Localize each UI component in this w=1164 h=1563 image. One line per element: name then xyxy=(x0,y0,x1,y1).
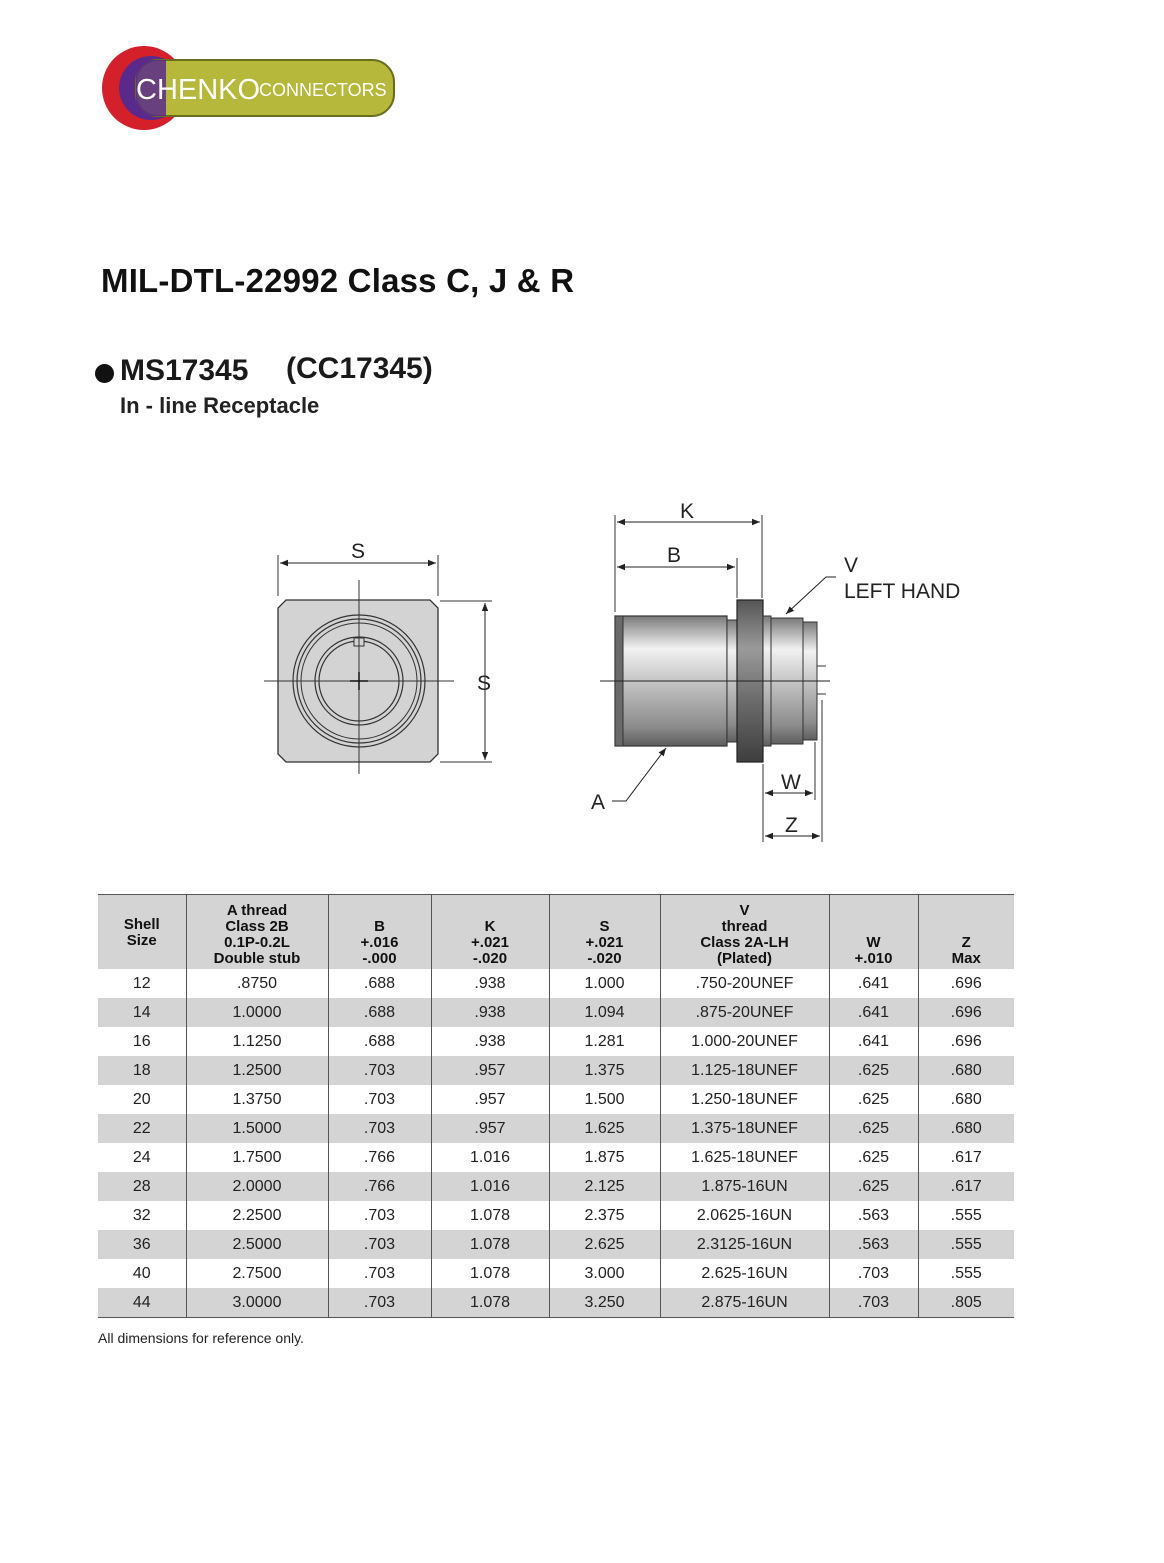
table-row xyxy=(98,1027,1014,1056)
cell-s: 1.375 xyxy=(549,1056,660,1085)
cell-b: .703 xyxy=(328,1259,431,1288)
cell-v-thread: .875-20UNEF xyxy=(660,998,829,1027)
cell-a-thread: 1.7500 xyxy=(186,1143,328,1172)
cell-v-thread: 1.250-18UNEF xyxy=(660,1085,829,1114)
cell-shell-size: 20 xyxy=(132,1090,151,1108)
dim-label-s-side: S xyxy=(477,672,492,695)
cell-k: 1.078 xyxy=(431,1259,549,1288)
side-view xyxy=(591,500,960,842)
cell-s: 2.625 xyxy=(549,1230,660,1259)
cell-w: .703 xyxy=(829,1288,918,1318)
cell-shell-size: 18 xyxy=(98,1056,186,1085)
cell-a-thread: 1.5000 xyxy=(186,1114,328,1143)
cell-a-thread: 3.0000 xyxy=(186,1288,328,1318)
cell-z: .696 xyxy=(918,1027,1014,1056)
cell-k: .957 xyxy=(431,1114,549,1143)
cell-s: 1.500 xyxy=(549,1085,660,1114)
table-row xyxy=(98,1172,1014,1201)
dim-label-v: V xyxy=(844,554,859,577)
table-row xyxy=(98,1230,1014,1259)
cell-s: 2.125 xyxy=(549,1172,660,1201)
cell-w: .625 xyxy=(829,1143,918,1172)
cell-z: .680 xyxy=(918,1114,1014,1143)
cell-a-thread: 1.1250 xyxy=(186,1027,328,1056)
cell-z: .555 xyxy=(918,1230,1014,1259)
logo-suffix-text: CONNECTORS xyxy=(259,80,387,100)
cell-k: 1.016 xyxy=(431,1143,549,1172)
table-row xyxy=(98,1085,1014,1114)
cell-v-thread: 2.875-16UN xyxy=(660,1288,829,1318)
cell-s: 1.281 xyxy=(549,1027,660,1056)
dim-label-s-top: S xyxy=(351,540,366,563)
cell-b: .688 xyxy=(328,998,431,1027)
table-row xyxy=(98,1143,1014,1172)
cell-shell-size: 36 xyxy=(98,1230,186,1259)
document-title: MIL-DTL-22992 Class C, J & R xyxy=(101,262,575,299)
table-row xyxy=(98,1259,1014,1288)
cell-k: .938 xyxy=(431,969,549,998)
cell-b: .766 xyxy=(328,1143,431,1172)
cell-b: .703 xyxy=(328,1085,431,1114)
cell-shell-size: 32 xyxy=(132,1206,151,1224)
dim-label-left-hand: LEFT HAND xyxy=(844,580,961,603)
cell-s: 3.000 xyxy=(549,1259,660,1288)
cell-w: .563 xyxy=(829,1201,918,1230)
technical-drawing xyxy=(0,490,1164,860)
cell-w: .641 xyxy=(829,998,918,1027)
cell-v-thread: 1.625-18UNEF xyxy=(660,1143,829,1172)
cell-z: .680 xyxy=(918,1056,1014,1085)
cell-shell-size: 44 xyxy=(98,1288,186,1318)
front-view xyxy=(264,540,492,774)
part-number: MS17345 xyxy=(120,354,249,387)
cell-w: .563 xyxy=(829,1230,918,1259)
cell-z: .680 xyxy=(918,1085,1014,1114)
cell-s: 1.625 xyxy=(549,1114,660,1143)
cell-k: .957 xyxy=(431,1085,549,1114)
cell-w: .625 xyxy=(829,1172,918,1201)
cell-w: .625 xyxy=(829,1114,918,1143)
table-row xyxy=(98,1201,1014,1230)
cell-v-thread: 2.3125-16UN xyxy=(660,1230,829,1259)
part-alternate-number: (CC17345) xyxy=(286,352,433,385)
cell-b: .703 xyxy=(328,1056,431,1085)
cell-w: .703 xyxy=(829,1259,918,1288)
cell-a-thread: 2.7500 xyxy=(186,1259,328,1288)
cell-w: .625 xyxy=(829,1056,918,1085)
cell-a-thread: .8750 xyxy=(186,969,328,998)
table-row xyxy=(98,969,1014,998)
cell-b: .688 xyxy=(328,1027,431,1056)
cell-a-thread: 2.0000 xyxy=(186,1172,328,1201)
cell-shell-size: 40 xyxy=(132,1264,151,1282)
cell-w: .641 xyxy=(829,1027,918,1056)
cell-k: 1.078 xyxy=(431,1288,549,1318)
cell-w: .625 xyxy=(829,1085,918,1114)
header-s: S +.021 -.020 xyxy=(549,895,660,970)
cell-a-thread: 1.2500 xyxy=(186,1056,328,1085)
dim-label-w: W xyxy=(781,771,801,794)
cell-b: .703 xyxy=(328,1230,431,1259)
chenko-logo xyxy=(96,38,396,138)
cell-v-thread: 1.000-20UNEF xyxy=(660,1027,829,1056)
cell-a-thread: 2.5000 xyxy=(186,1230,328,1259)
cell-z: .555 xyxy=(918,1259,1014,1288)
cell-z: .555 xyxy=(918,1201,1014,1230)
logo-brand-text: CHENKO xyxy=(136,74,261,106)
header-w: W +.010 xyxy=(829,895,918,970)
cell-v-thread: 2.0625-16UN xyxy=(660,1201,829,1230)
cell-b: .703 xyxy=(328,1201,431,1230)
cell-s: 2.375 xyxy=(549,1201,660,1230)
cell-v-thread: .750-20UNEF xyxy=(660,969,829,998)
cell-w: .641 xyxy=(829,969,918,998)
table-row xyxy=(98,1056,1014,1085)
cell-b: .766 xyxy=(328,1172,431,1201)
cell-k: 1.078 xyxy=(431,1201,549,1230)
cell-a-thread: 1.3750 xyxy=(186,1085,328,1114)
table-row xyxy=(98,1114,1014,1143)
cell-shell-size: 12 xyxy=(132,974,151,992)
cell-s: 3.250 xyxy=(549,1288,660,1318)
part-description: In - line Receptacle xyxy=(120,393,320,418)
cell-k: .957 xyxy=(431,1056,549,1085)
cell-shell-size: 24 xyxy=(132,1148,151,1166)
header-k: K +.021 -.020 xyxy=(431,895,549,970)
cell-b: .703 xyxy=(328,1288,431,1318)
bullet-dot xyxy=(95,364,114,383)
dim-label-z: Z xyxy=(785,814,798,837)
cell-shell-size: 16 xyxy=(132,1032,151,1050)
header-shell-size: Shell Size xyxy=(98,895,186,970)
cell-z: .805 xyxy=(918,1288,1014,1318)
cell-v-thread: 2.625-16UN xyxy=(660,1259,829,1288)
table-header-row xyxy=(98,895,1014,970)
cell-shell-size: 14 xyxy=(98,998,186,1027)
cell-v-thread: 1.875-16UN xyxy=(660,1172,829,1201)
cell-a-thread: 2.2500 xyxy=(186,1201,328,1230)
header-v-thread: V thread Class 2A-LH (Plated) xyxy=(660,895,829,970)
cell-k: 1.016 xyxy=(431,1172,549,1201)
cell-k: .938 xyxy=(431,998,549,1027)
cell-s: 1.000 xyxy=(549,969,660,998)
cell-s: 1.875 xyxy=(549,1143,660,1172)
dimensions-table xyxy=(98,894,1014,1318)
cell-v-thread: 1.375-18UNEF xyxy=(660,1114,829,1143)
cell-k: 1.078 xyxy=(431,1230,549,1259)
cell-shell-size: 28 xyxy=(98,1172,186,1201)
table-row xyxy=(98,998,1014,1027)
cell-a-thread: 1.0000 xyxy=(186,998,328,1027)
header-z: Z Max xyxy=(918,895,1014,970)
cell-z: .696 xyxy=(918,969,1014,998)
cell-b: .688 xyxy=(328,969,431,998)
cell-z: .617 xyxy=(918,1172,1014,1201)
header-b: B +.016 -.000 xyxy=(328,895,431,970)
dim-label-a: A xyxy=(591,791,606,814)
table-row xyxy=(98,1288,1014,1318)
dim-label-k: K xyxy=(680,500,695,523)
cell-s: 1.094 xyxy=(549,998,660,1027)
cell-b: .703 xyxy=(328,1114,431,1143)
cell-k: .938 xyxy=(431,1027,549,1056)
cell-z: .617 xyxy=(918,1143,1014,1172)
cell-v-thread: 1.125-18UNEF xyxy=(660,1056,829,1085)
dim-label-b: B xyxy=(667,544,682,567)
cell-shell-size: 22 xyxy=(98,1114,186,1143)
header-a-thread: A thread Class 2B 0.1P-0.2L Double stub xyxy=(186,895,328,970)
cell-z: .696 xyxy=(918,998,1014,1027)
footnote: All dimensions for reference only. xyxy=(98,1330,304,1346)
